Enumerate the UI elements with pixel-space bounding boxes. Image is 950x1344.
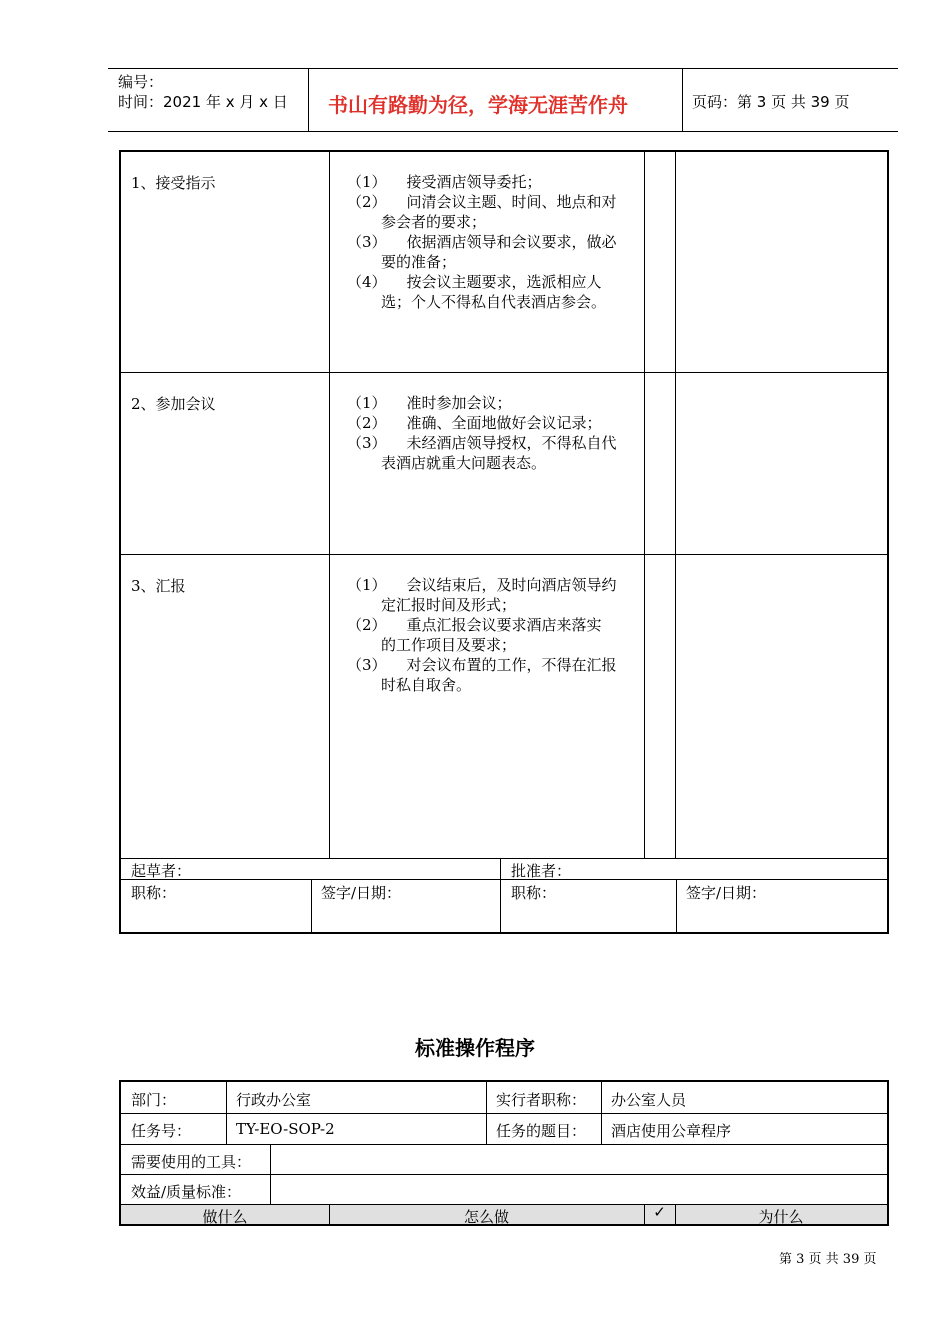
column-divider	[500, 858, 501, 932]
dept-label: 部门：	[131, 1091, 177, 1109]
item-number: （3）	[347, 434, 387, 452]
column-header-how: 怎么做	[463, 1208, 509, 1226]
item-text: 重点汇报会议要求酒店来落实	[406, 616, 602, 634]
quality-standard-label: 效益/质量标准：	[131, 1183, 242, 1201]
step-instructions	[347, 575, 639, 695]
approver-sign-date-label: 签字/日期：	[686, 884, 767, 902]
item-text: 会议结束后，及时向酒店领导约	[406, 576, 617, 594]
list-item	[347, 393, 639, 413]
row-divider	[121, 1113, 887, 1114]
doc-number-label: 编号：	[118, 73, 164, 91]
item-text: 对会议布置的工作，不得在汇报	[406, 656, 617, 674]
item-text-continued: 定汇报时间及形式；	[381, 596, 517, 614]
item-text: 未经酒店领导授权，不得私自代	[406, 434, 617, 452]
row-divider	[121, 372, 887, 373]
drafter-label: 起草者：	[131, 862, 192, 880]
task-number-label: 任务号：	[131, 1122, 192, 1140]
item-text-continued: 参会者的要求；	[381, 213, 487, 231]
row-divider	[121, 1144, 887, 1145]
page-footer: 第 3 页 共 39 页	[779, 1252, 877, 1267]
page-indicator: 页码：第 3 页 共 39 页	[692, 93, 850, 111]
item-number: （3）	[347, 233, 387, 251]
column-divider	[270, 1144, 271, 1204]
drafter-title-label: 职称：	[131, 884, 177, 902]
page-header	[108, 68, 898, 132]
list-item	[347, 272, 639, 292]
item-number: （4）	[347, 273, 387, 291]
task-number-value: TY-EO-SOP-2	[236, 1120, 335, 1138]
executor-value: 办公室人员	[611, 1091, 687, 1109]
item-text-continued: 要的准备；	[381, 253, 457, 271]
item-text-continued: 时私自取舍。	[381, 676, 472, 694]
checkmark-icon: ✓	[653, 1203, 666, 1221]
procedure-table	[119, 150, 889, 934]
item-text: 准确、全面地做好会议记录；	[406, 414, 602, 432]
list-item	[347, 413, 639, 433]
item-text: 依据酒店领导和会议要求，做必	[406, 233, 617, 251]
item-number: （1）	[347, 576, 387, 594]
list-item	[347, 615, 639, 635]
executor-label: 实行者职称：	[496, 1091, 587, 1109]
task-topic-label: 任务的题目：	[496, 1122, 587, 1140]
row-divider	[121, 1204, 887, 1205]
list-item	[347, 192, 639, 212]
item-number: （2）	[347, 193, 387, 211]
column-divider	[644, 152, 645, 858]
step-title: 2、参加会议	[131, 395, 216, 413]
list-item	[347, 172, 639, 192]
sop-info-table	[119, 1080, 889, 1226]
row-divider	[121, 858, 887, 859]
column-divider	[676, 879, 677, 932]
step-instructions	[347, 393, 639, 473]
time-label: 时间：2021 年 x 月 x 日	[118, 93, 288, 111]
item-text: 准时参加会议；	[406, 394, 512, 412]
column-header-what: 做什么	[202, 1208, 248, 1226]
item-text: 接受酒店领导委托；	[406, 173, 542, 191]
header-motto: 书山有路勤为径，学海无涯苦作舟	[328, 93, 628, 117]
step-title: 1、接受指示	[131, 174, 216, 192]
item-text-continued: 表酒店就重大问题表态。	[381, 454, 547, 472]
list-item	[347, 655, 639, 675]
task-topic-value: 酒店使用公章程序	[611, 1122, 732, 1140]
row-divider	[121, 879, 887, 880]
sop-title: 标准操作程序	[415, 1036, 535, 1060]
step-instructions	[347, 172, 639, 312]
column-divider	[311, 879, 312, 932]
item-number: （1）	[347, 394, 387, 412]
list-item	[347, 232, 639, 252]
approver-title-label: 职称：	[511, 884, 557, 902]
step-title: 3、汇报	[131, 577, 186, 595]
item-number: （1）	[347, 173, 387, 191]
item-text: 问清会议主题、时间、地点和对	[406, 193, 617, 211]
item-number: （3）	[347, 656, 387, 674]
column-divider	[486, 1082, 487, 1144]
item-text-continued: 的工作项目及要求；	[381, 636, 517, 654]
item-text-continued: 选；个人不得私自代表酒店参会。	[381, 293, 607, 311]
list-item	[347, 575, 639, 595]
column-divider	[601, 1082, 602, 1144]
item-text: 按会议主题要求，选派相应人	[406, 273, 602, 291]
row-divider	[121, 554, 887, 555]
dept-value: 行政办公室	[236, 1091, 312, 1109]
column-divider	[226, 1082, 227, 1144]
column-divider	[675, 152, 676, 858]
item-number: （2）	[347, 414, 387, 432]
approver-label: 批准者：	[511, 862, 572, 880]
drafter-sign-date-label: 签字/日期：	[321, 884, 402, 902]
column-header-why: 为什么	[758, 1208, 804, 1226]
header-divider	[308, 69, 309, 131]
tools-label: 需要使用的工具：	[131, 1153, 252, 1171]
list-item	[347, 433, 639, 453]
row-divider	[121, 1174, 887, 1175]
item-number: （2）	[347, 616, 387, 634]
header-divider	[682, 69, 683, 131]
column-divider	[329, 152, 330, 858]
